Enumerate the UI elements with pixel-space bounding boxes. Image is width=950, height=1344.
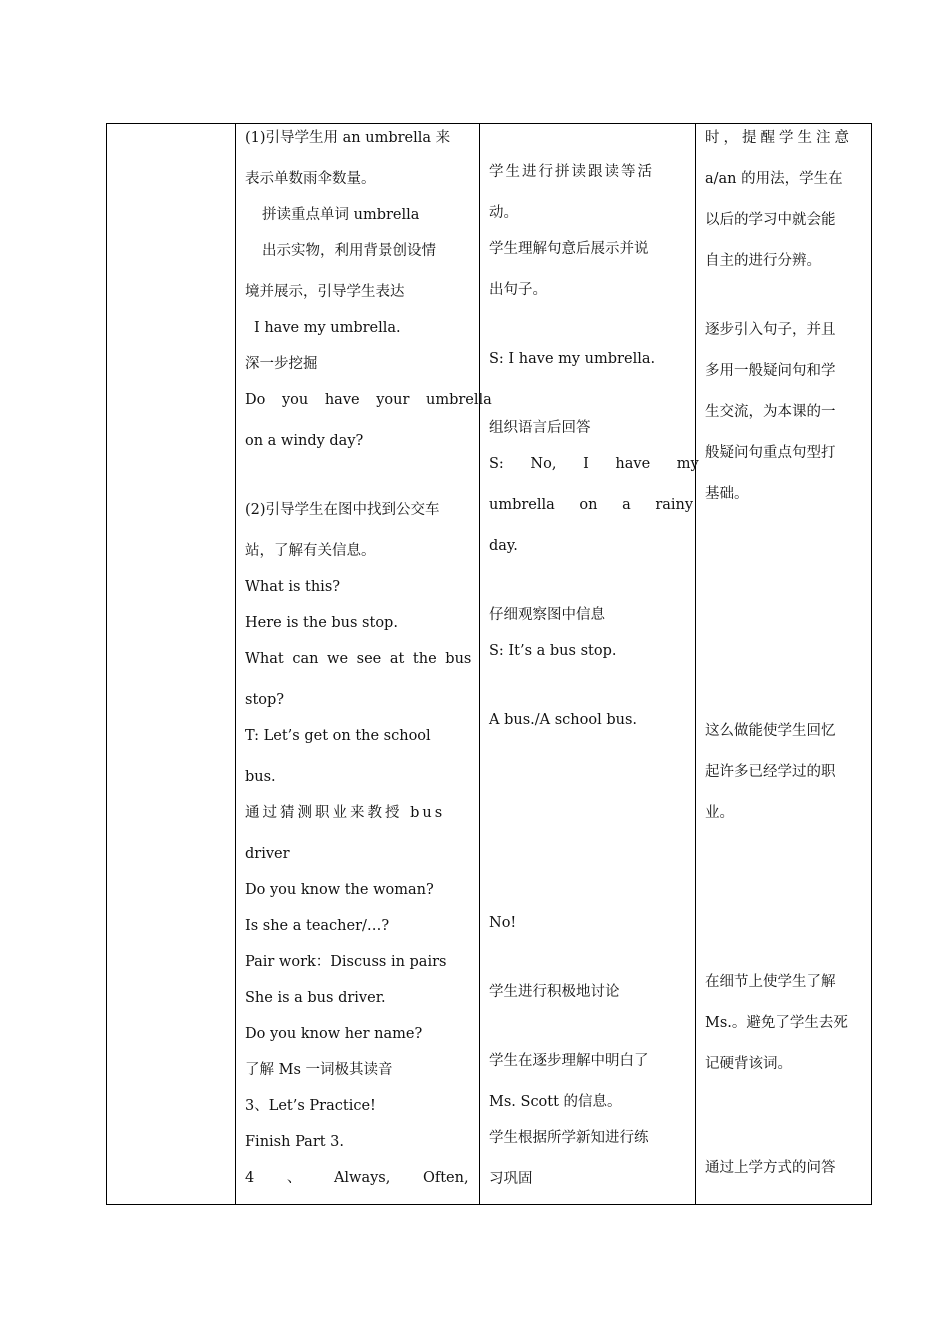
text-line: 习巩固 bbox=[489, 1171, 533, 1187]
text-line: 时，提醒学生注意 bbox=[705, 130, 853, 146]
text-line: S: I have my umbrella. bbox=[489, 351, 656, 367]
text-line: What can we see at the bus bbox=[245, 651, 472, 667]
text-line: 通过上学方式的问答 bbox=[705, 1160, 836, 1176]
text-line: Do you know her name? bbox=[245, 1026, 423, 1042]
text-line: 多用一般疑问句和学 bbox=[705, 363, 836, 379]
lesson-plan-table bbox=[106, 123, 872, 1205]
text-line: 动。 bbox=[489, 205, 518, 221]
text-line: 自主的进行分辨。 bbox=[705, 253, 821, 269]
text-line: What is this? bbox=[245, 579, 341, 595]
text-line: a/an 的用法，学生在 bbox=[705, 171, 843, 187]
text-line: 逐步引入句子，并且 bbox=[705, 322, 836, 338]
text-line: 般疑问句重点句型打 bbox=[705, 445, 836, 461]
text-line: 起许多已经学过的职 bbox=[705, 764, 836, 780]
text-line: 业。 bbox=[705, 805, 734, 821]
column-divider bbox=[235, 124, 236, 1204]
text-line: Here is the bus stop. bbox=[245, 615, 398, 631]
text-line: Pair work：Discuss in pairs bbox=[245, 954, 447, 970]
text-line: Finish Part 3. bbox=[245, 1134, 345, 1150]
text-line: 记硬背该词。 bbox=[705, 1056, 792, 1072]
text-line: 站，了解有关信息。 bbox=[245, 543, 376, 559]
text-line: 3、Let’s Practice! bbox=[245, 1098, 376, 1114]
text-line: 表示单数雨伞数量。 bbox=[245, 171, 376, 187]
text-line: 了解 Ms 一词极其读音 bbox=[245, 1062, 393, 1078]
column-divider bbox=[479, 124, 480, 1204]
column-teacher-activity bbox=[245, 124, 492, 1204]
text-line: Ms. Scott 的信息。 bbox=[489, 1094, 622, 1110]
text-line: driver bbox=[245, 846, 290, 862]
text-line: 这么做能使学生回忆 bbox=[705, 723, 836, 739]
text-line: I have my umbrella. bbox=[254, 320, 401, 336]
text-line: 生交流，为本课的一 bbox=[705, 404, 836, 420]
text-line: 学生进行积极地讨论 bbox=[489, 984, 620, 1000]
text-run: Do you have your umbrella bbox=[245, 392, 492, 408]
text-line: 以后的学习中就会能 bbox=[705, 212, 836, 228]
text-line: T: Let’s get on the school bbox=[245, 728, 431, 744]
text-line: 4 、 Always, Often, bbox=[245, 1170, 469, 1186]
text-line: bus. bbox=[245, 769, 276, 785]
text-line: 出句子。 bbox=[489, 282, 547, 298]
text-line: 组织语言后回答 bbox=[489, 420, 591, 436]
text-line: (1)引导学生用 an umbrella 来 bbox=[245, 130, 451, 146]
text-line: 深一步挖掘 bbox=[245, 356, 318, 372]
text-line: 仔细观察图中信息 bbox=[489, 607, 605, 623]
text-line: She is a bus driver. bbox=[245, 990, 386, 1006]
text-line: S: No, I have my bbox=[489, 456, 699, 472]
text-line: No! bbox=[489, 915, 517, 931]
text-line: 学生理解句意后展示并说 bbox=[489, 241, 649, 257]
text-line: 出示实物，利用背景创设情 bbox=[262, 243, 436, 259]
column-design-intent bbox=[705, 124, 867, 1204]
text-line: Do you know the woman? bbox=[245, 882, 434, 898]
text-line: 通过猜测职业来教授 bus bbox=[245, 805, 446, 821]
text-line bbox=[245, 390, 492, 410]
text-line: day. bbox=[489, 538, 518, 554]
text-line: 拼读重点单词 umbrella bbox=[262, 207, 420, 223]
text-line: 学生进行拼读跟读等活 bbox=[489, 164, 654, 180]
text-line: umbrella on a rainy bbox=[489, 497, 694, 513]
text-line: 学生在逐步理解中明白了 bbox=[489, 1053, 649, 1069]
text-line: stop? bbox=[245, 692, 285, 708]
text-line: 境并展示，引导学生表达 bbox=[245, 284, 405, 300]
text-line: on a windy day? bbox=[245, 433, 364, 449]
text-line: (2)引导学生在图中找到公交车 bbox=[245, 502, 440, 518]
text-line: Is she a teacher/…? bbox=[245, 918, 390, 934]
text-line: 学生根据所学新知进行练 bbox=[489, 1130, 649, 1146]
text-line: 在细节上使学生了解 bbox=[705, 974, 836, 990]
text-line: Ms.。避免了学生去死 bbox=[705, 1015, 848, 1031]
column-divider bbox=[695, 124, 696, 1204]
text-line: S: It’s a bus stop. bbox=[489, 643, 617, 659]
column-stage bbox=[107, 124, 235, 1204]
column-student-activity bbox=[489, 124, 699, 1204]
text-line: 基础。 bbox=[705, 486, 749, 502]
text-line: A bus./A school bus. bbox=[489, 712, 637, 728]
